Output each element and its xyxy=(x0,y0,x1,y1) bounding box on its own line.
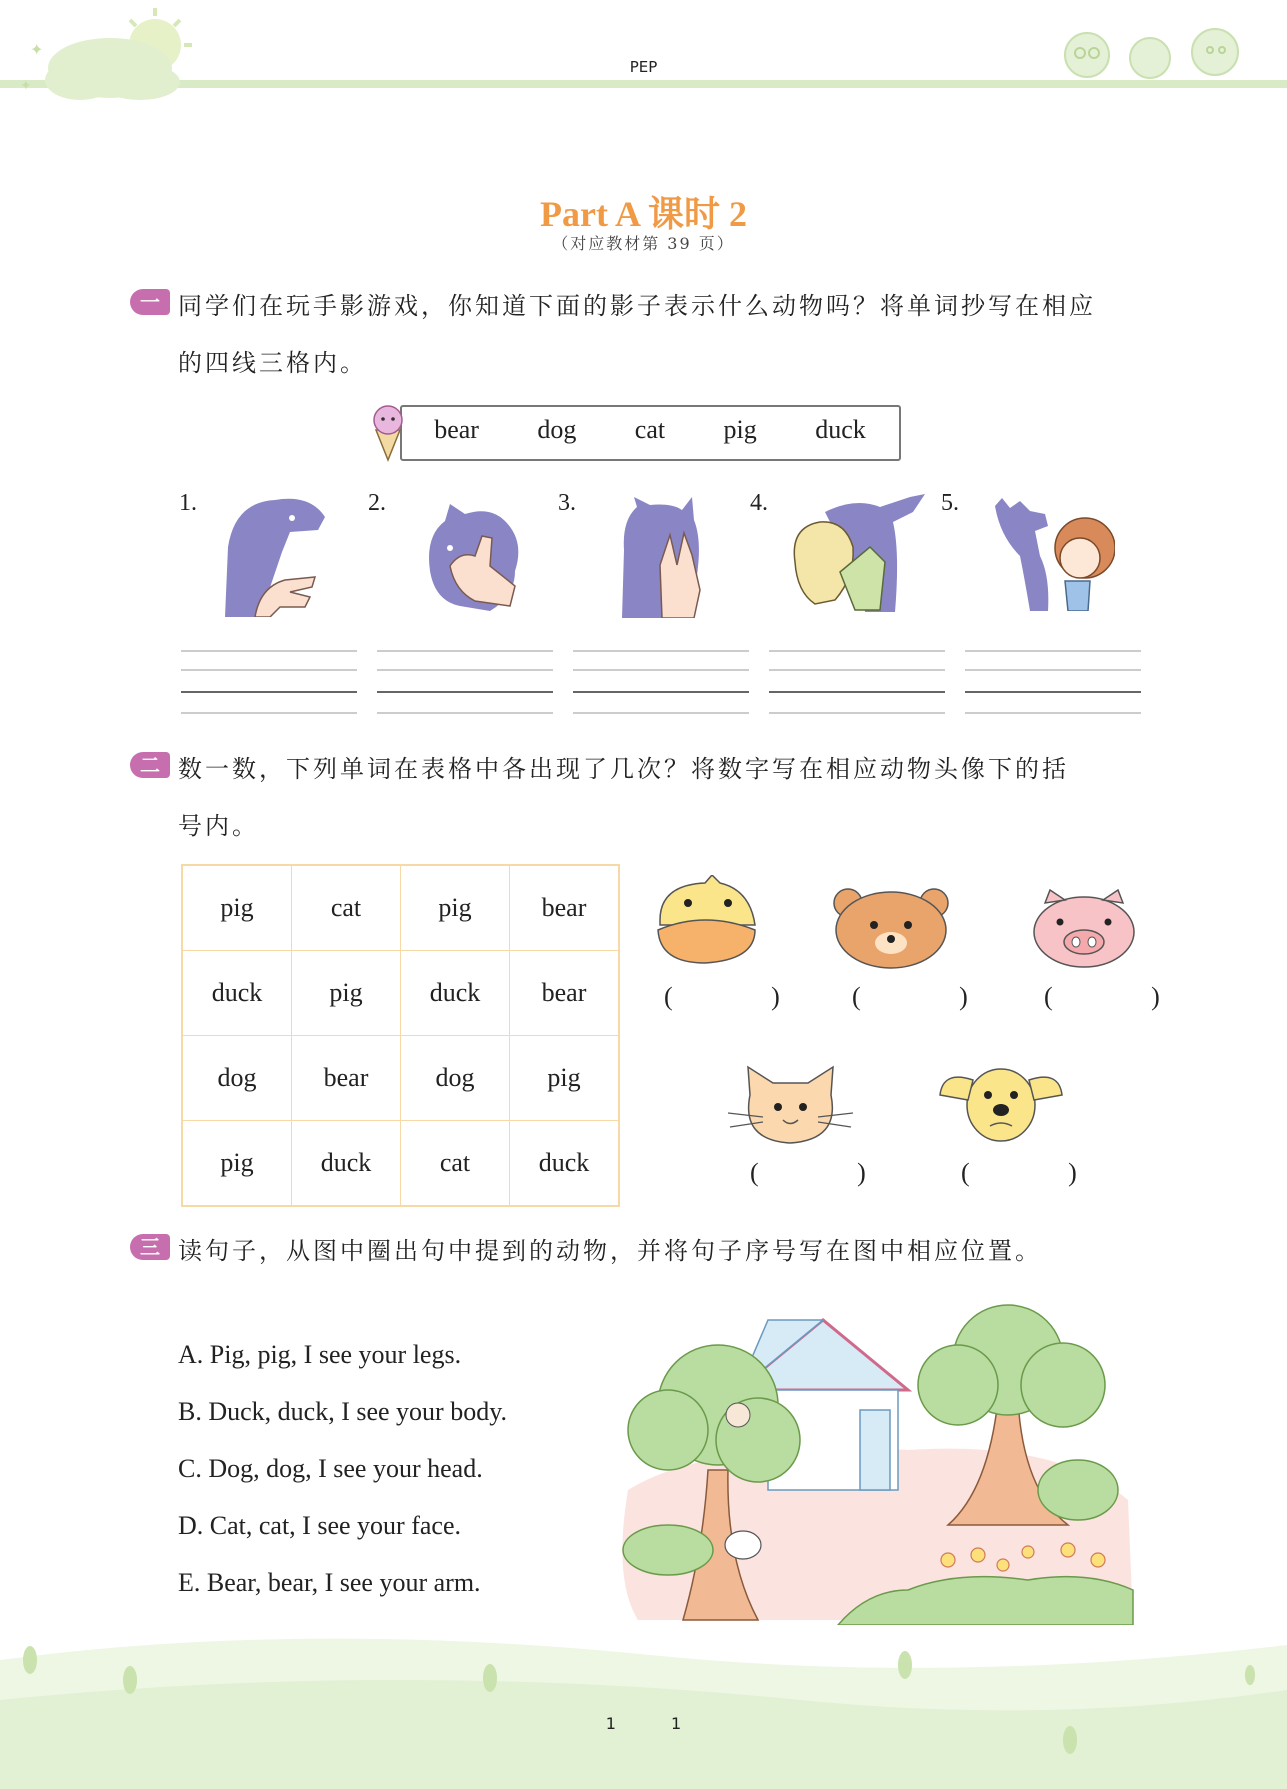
hand-shadow-dog-icon xyxy=(220,492,335,617)
section1-instruction-line1: 同学们在玩手影游戏，你知道下面的影子表示什么动物吗？将单词抄写在相应 xyxy=(178,292,1096,320)
word-count-grid xyxy=(181,864,620,1207)
table-cell: duck xyxy=(182,951,292,1036)
ice-cream-icon xyxy=(366,400,410,462)
sentence-c: C. Dog, dog, I see your head. xyxy=(178,1454,483,1483)
sentence-a: A. Pig, pig, I see your legs. xyxy=(178,1340,462,1369)
answer-bracket-cat[interactable]: ( ) xyxy=(750,1158,912,1187)
hand-shadow-pig-icon xyxy=(990,496,1115,611)
sentence-b: B. Duck, duck, I see your body. xyxy=(178,1397,508,1426)
table-row xyxy=(182,951,619,1036)
lesson-title: Part A 课时 2 xyxy=(540,194,747,234)
dog-head-icon xyxy=(938,1060,1064,1145)
four-line-writing-grid[interactable] xyxy=(965,649,1141,715)
duck-head-icon xyxy=(650,875,760,965)
table-row xyxy=(182,1036,619,1121)
table-cell: cat xyxy=(401,1121,510,1207)
word-bank-item: duck xyxy=(815,415,866,444)
table-cell: cat xyxy=(292,865,401,951)
section3-instruction: 读句子，从图中圈出句中提到的动物，并将句子序号写在图中相应位置。 xyxy=(178,1237,1042,1265)
section1-badge: 一 xyxy=(130,289,170,315)
hand-shadow-duck-icon xyxy=(785,492,930,612)
svg-text:✦: ✦ xyxy=(30,40,44,59)
item-number: 1. xyxy=(179,490,197,516)
header-series-label: PEP xyxy=(629,58,658,76)
table-cell: pig xyxy=(182,1121,292,1207)
answer-bracket-duck[interactable]: ( ) xyxy=(664,982,826,1011)
sentence-e: E. Bear, bear, I see your arm. xyxy=(178,1568,481,1597)
word-bank-item: pig xyxy=(723,415,757,444)
word-bank xyxy=(405,415,895,445)
section2-instruction-line1: 数一数，下列单词在表格中各出现了几次？将数字写在相应动物头像下的括 xyxy=(178,755,1069,783)
four-line-writing-grid[interactable] xyxy=(573,649,749,715)
item-number: 4. xyxy=(750,490,768,516)
page-number: 1 1 xyxy=(605,1714,682,1733)
word-bank-item: cat xyxy=(634,415,666,444)
answer-bracket-bear[interactable]: ( ) xyxy=(852,982,1014,1011)
four-line-writing-grid[interactable] xyxy=(769,649,945,715)
table-row xyxy=(182,865,619,951)
table-cell: pig xyxy=(292,951,401,1036)
lesson-subtitle: （对应教材第 39 页） xyxy=(552,234,735,253)
table-row xyxy=(182,1121,619,1207)
pig-head-icon xyxy=(1030,888,1138,970)
hand-shadow-cat-icon xyxy=(612,495,707,618)
table-cell: duck xyxy=(292,1121,401,1207)
section2-badge: 二 xyxy=(130,752,170,778)
section1-instruction-line2: 的四线三格内。 xyxy=(178,349,367,377)
cat-head-icon xyxy=(728,1065,853,1147)
table-cell: pig xyxy=(182,865,292,951)
word-bank-item: bear xyxy=(434,415,479,444)
table-cell: dog xyxy=(182,1036,292,1121)
section2-instruction-line2: 号内。 xyxy=(178,812,259,840)
word-bank-item: dog xyxy=(537,415,577,444)
four-line-writing-grid[interactable] xyxy=(181,649,357,715)
footer-hills-decoration xyxy=(0,1620,1287,1789)
table-cell: pig xyxy=(401,865,510,951)
table-cell: pig xyxy=(510,1036,620,1121)
table-cell: duck xyxy=(510,1121,620,1207)
sentence-d: D. Cat, cat, I see your face. xyxy=(178,1511,461,1540)
item-number: 5. xyxy=(941,490,959,516)
hand-shadow-bear-icon xyxy=(420,496,535,618)
answer-bracket-dog[interactable]: ( ) xyxy=(961,1158,1123,1187)
table-cell: bear xyxy=(510,865,620,951)
table-cell: bear xyxy=(292,1036,401,1121)
answer-bracket-pig[interactable]: ( ) xyxy=(1044,982,1206,1011)
svg-text:✦: ✦ xyxy=(20,78,32,94)
section3-badge: 三 xyxy=(130,1234,170,1260)
bear-head-icon xyxy=(830,885,952,970)
table-cell: bear xyxy=(510,951,620,1036)
table-cell: dog xyxy=(401,1036,510,1121)
item-number: 3. xyxy=(558,490,576,516)
item-number: 2. xyxy=(368,490,386,516)
table-cell: duck xyxy=(401,951,510,1036)
sun-cloud-icon xyxy=(20,0,200,110)
four-line-writing-grid[interactable] xyxy=(377,649,553,715)
garden-scene-picture[interactable] xyxy=(608,1290,1138,1625)
